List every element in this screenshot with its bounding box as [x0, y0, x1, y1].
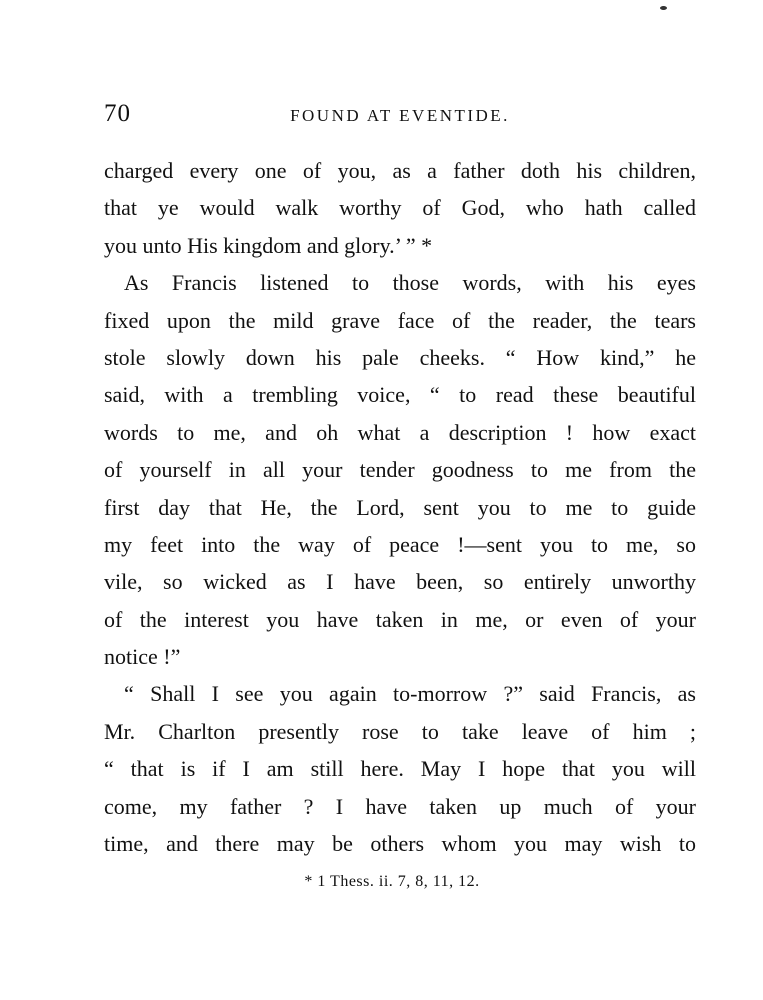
text-line: charged every one of you, as a father doth his children,	[104, 158, 696, 183]
text-line: “ that is if I am still here. May I hope that you will	[104, 756, 696, 782]
text-line: stole slowly down his pale cheeks. “ How kind,” he	[104, 344, 696, 370]
text-line: of the interest you have taken in me, or even of your	[104, 606, 696, 632]
running-title: FOUND AT EVENTIDE.	[290, 106, 510, 125]
text-line: you unto His kingdom and glory.’ ” *	[104, 232, 433, 258]
text-line: vile, so wicked as I have been, so entirely unworthy	[104, 569, 696, 595]
text-line: fixed upon the mild grave face of the reader, the tears	[104, 307, 696, 333]
text-line: that ye would walk worthy of God, who hath called	[104, 195, 696, 221]
ink-speck	[660, 6, 667, 10]
text-line: As Francis listened to those words, with his eyes	[124, 270, 696, 296]
text-line: words to me, and oh what a description ! how exact	[104, 419, 696, 445]
running-head	[104, 100, 696, 130]
text-line: “ Shall I see you again to-morrow ?” said Francis, as	[124, 681, 696, 707]
page-number: 70	[104, 100, 131, 127]
text-line: Mr. Charlton presently rose to take leave of him ;	[104, 718, 696, 744]
text-line: first day that He, the Lord, sent you to me to guide	[104, 494, 696, 520]
body-text	[104, 152, 696, 862]
text-line: time, and there may be others whom you may wish to	[104, 831, 696, 857]
text-line: of yourself in all your tender goodness to me from the	[104, 457, 696, 483]
text-line: come, my father ? I have taken up much of your	[104, 793, 696, 819]
text-line: my feet into the way of peace !—sent you to me, so	[104, 531, 696, 557]
text-line: notice !”	[104, 644, 181, 670]
footnote: * 1 Thess. ii. 7, 8, 11, 12.	[304, 873, 480, 890]
text-line: said, with a trembling voice, “ to read these beautiful	[104, 382, 696, 408]
